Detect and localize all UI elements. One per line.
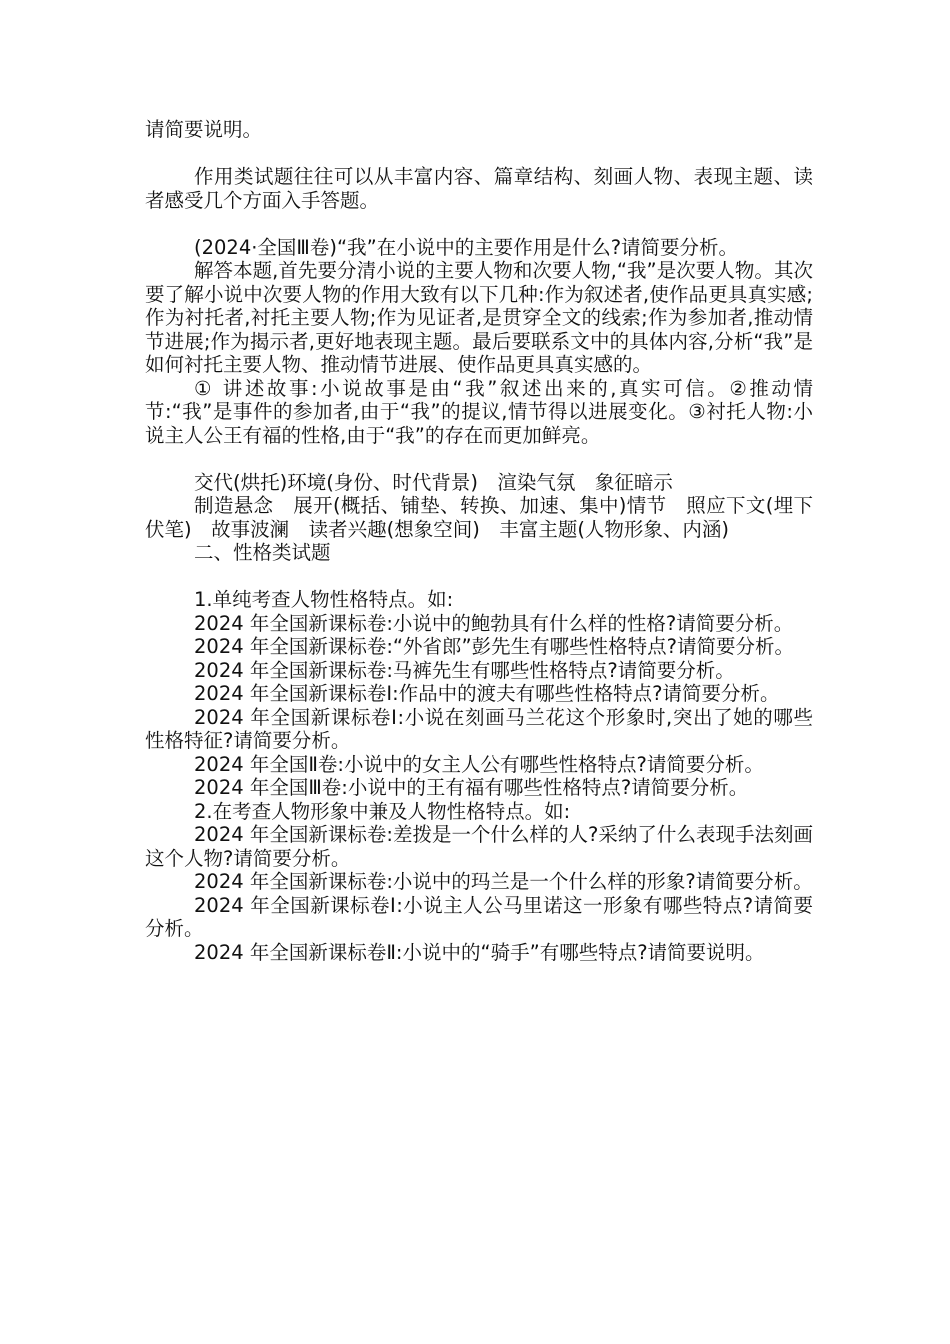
list-item: 2024 年全国Ⅱ卷:小说中的女主人公有哪些性格特点?请简要分析。 [194,752,764,776]
section-heading: 二、性格类试题 [194,541,331,564]
list-item: 2024 年全国新课标卷:“外省郎”彭先生有哪些性格特点?请简要分析。 [194,635,794,658]
paragraph-gap [145,212,813,236]
list-item: 2024 年全国Ⅲ卷:小说中的王有福有哪些性格特点?请简要分析。 [194,776,749,799]
list-item: 1.单纯考查人物性格特点。如: [194,588,454,611]
summary-line: 交代(烘托)环境(身份、时代背景) 渲染气氛 象征暗示 [194,470,673,494]
text-line: 请简要说明。 [145,118,263,141]
list-item: 2024 年全国新课标卷Ⅰ:小说在刻画马兰花这个形象时,突出了她的哪些性格特征?请简要分析。 [145,705,813,752]
list-item: 2024 年全国新课标卷:小说中的玛兰是一个什么样的形象?请简要分析。 [194,870,813,893]
list-item: 2024 年全国新课标卷:小说中的鲍勃具有什么样的性格?请简要分析。 [194,611,794,635]
list-item: 2024 年全国新课标卷:差拨是一个什么样的人?采纳了什么表现手法刻画这个人物?请简要分析。 [145,823,813,870]
list-item: 2024 年全国新课标卷Ⅱ:小说中的“骑手”有哪些特点?请简要说明。 [194,940,765,964]
document-page [145,118,813,964]
text-line: 作用类试题往往可以从丰富内容、篇章结构、刻画人物、表现主题、读者感受几个方面入手答题。 [145,165,813,212]
question-heading: (2024·全国Ⅲ卷)“我”在小说中的主要作用是什么?请简要分析。 [194,235,739,259]
answer-paragraph: ① 讲述故事:小说故事是由“我”叙述出来的,真实可信。②推动情节:“我”是事件的参加者,由于“我”的提议,情节得以进展变化。③衬托人物:小说主人公王有福的性格,由于“我”的存在而更加鲜亮。 [145,376,813,447]
summary-line: 制造悬念 展开(概括、铺垫、转换、加速、集中)情节 照应下文(埋下伏笔) 故事波澜 读者兴趣(想象空间) 丰富主题(人物形象、内涵) [145,494,813,541]
paragraph-gap [145,142,813,166]
list-item: 2024 年全国新课标卷:马裤先生有哪些性格特点?请简要分析。 [194,658,735,682]
list-item: 2024 年全国新课标卷Ⅰ:作品中的渡夫有哪些性格特点?请简要分析。 [194,682,780,705]
list-item: 2.在考查人物形象中兼及人物性格特点。如: [194,799,571,823]
paragraph-gap [145,565,813,589]
paragraph-gap [145,447,813,471]
list-item: 2024 年全国新课标卷Ⅰ:小说主人公马里诺这一形象有哪些特点?请简要分析。 [145,893,813,940]
analysis-paragraph: 解答本题,首先要分清小说的主要人物和次要人物,“我”是次要人物。其次要了解小说中次要人物的作用大致有以下几种:作为叙述者,使作品更具真实感;作为衬托者,衬托主要人物;作为见证者,是贯穿全文的线索;作为参加者,推动情节进展;作为揭示者,更好地表现主题。最后要联系文中的具体内容,分析“我”是如何衬托主要人物、推动情节进展、使作品更具真实感的。 [145,259,813,376]
